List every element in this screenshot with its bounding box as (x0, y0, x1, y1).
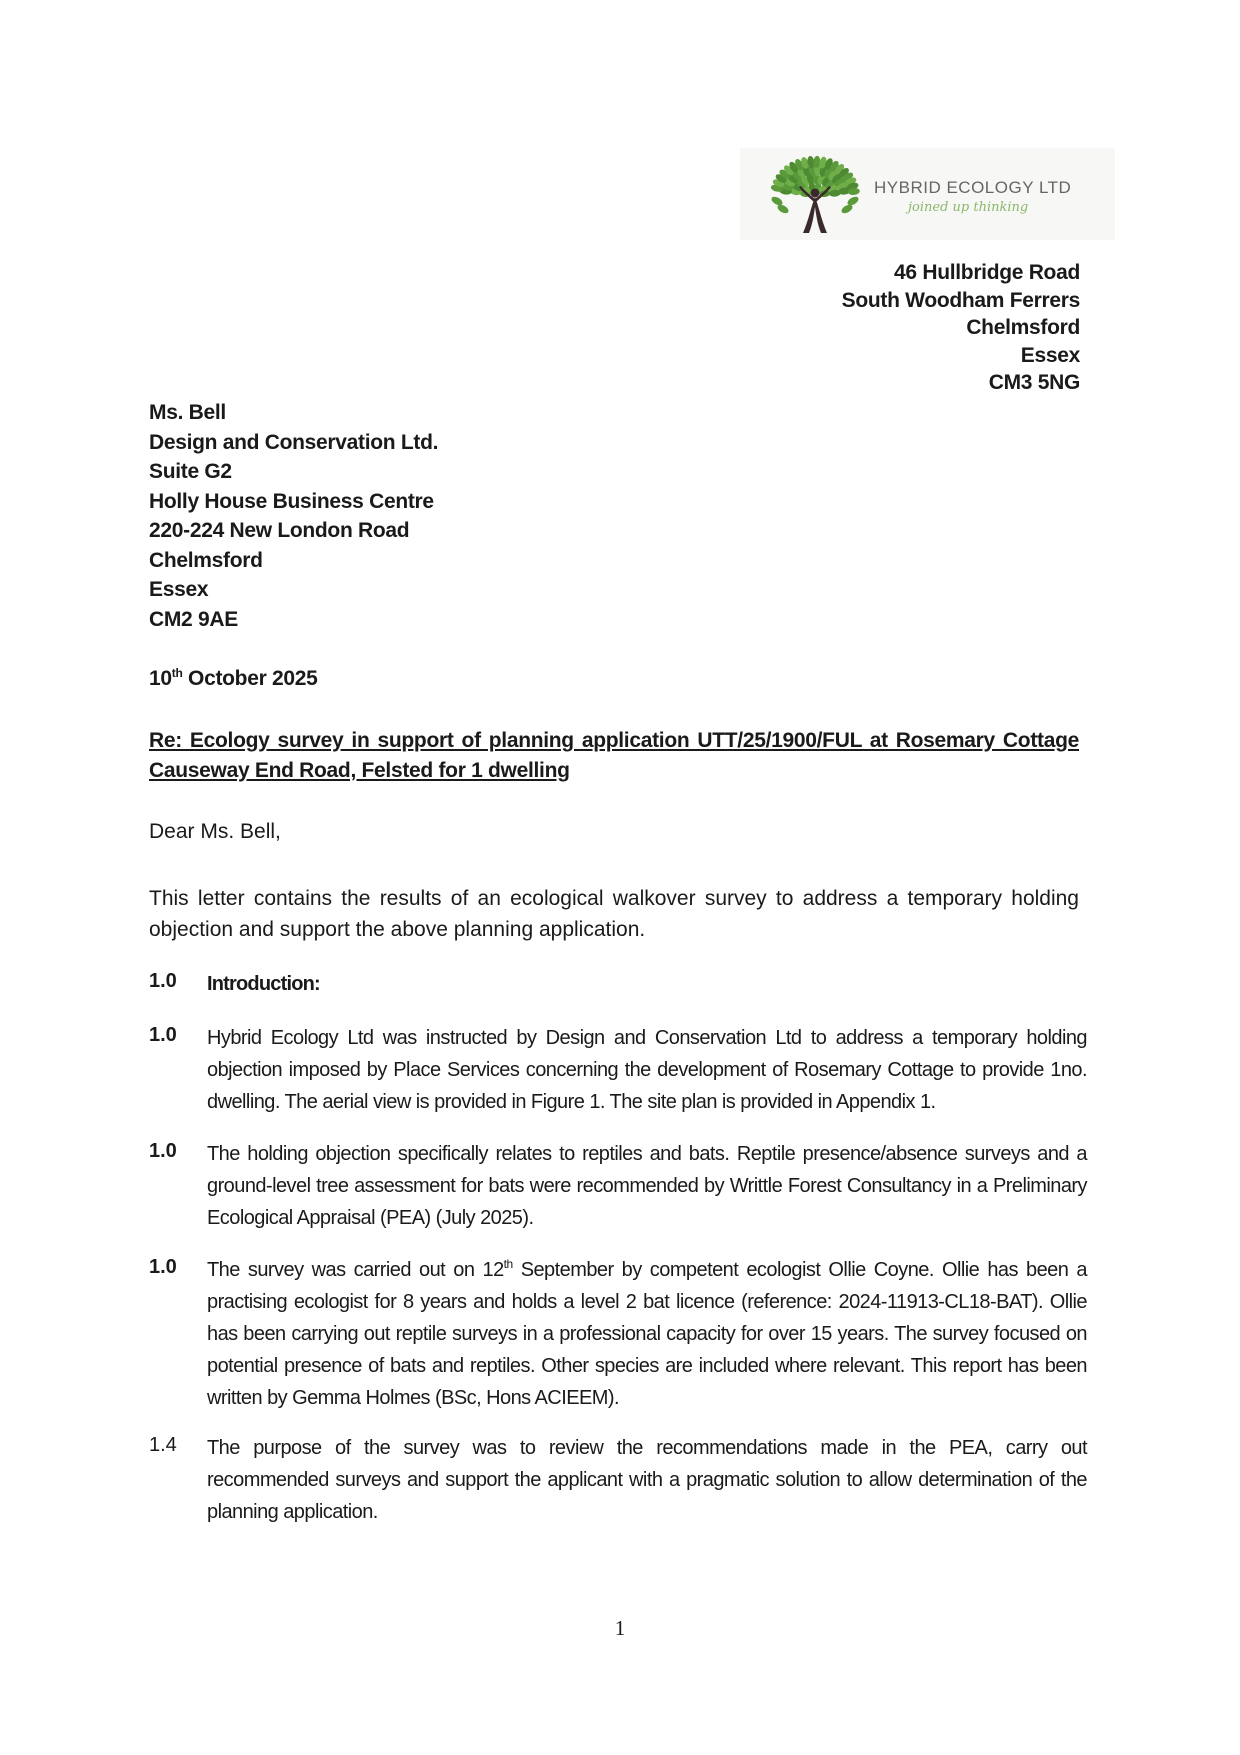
section-text (207, 1254, 1087, 1414)
sender-address (842, 259, 1080, 397)
section-number: 1.0 (149, 970, 177, 992)
date-suffix: th (171, 666, 183, 680)
section-number: 1.0 (149, 1024, 177, 1046)
page-number: 1 (614, 1616, 626, 1640)
section-text: Hybrid Ecology Ltd was instructed by Design and Conservation Ltd to address a temporary holding objection imposed by Place Services concerning the development of Rosemary Cottage to provide 1no. dwelling. The aerial view is provided in Figure 1. The site plan is provided in Appendix 1. (207, 1027, 1087, 1113)
recipient-address-line: Chelmsford (149, 548, 263, 572)
subject-line: Re: Ecology survey in support of planning application UTT/25/1900/FUL at Rosemary Cottage Causeway End Road, Felsted for 1 dwelling (149, 729, 1079, 782)
sender-address-line: Essex (1020, 343, 1080, 367)
intro-paragraph: This letter contains the results of an ecological walkover survey to address a temporary holding objection and support the above planning application. (149, 887, 1079, 941)
company-logo (740, 148, 1115, 240)
recipient-address-line: Suite G2 (149, 460, 232, 483)
logo-tagline: joined up thinking (908, 200, 1029, 215)
logo-brand-name: HYBRID ECOLOGY LTD (874, 178, 1072, 197)
section-number: 1.0 (149, 1256, 177, 1278)
section-number: 1.0 (149, 1140, 177, 1162)
letter-date (149, 667, 318, 691)
section-number: 1.4 (149, 1434, 177, 1456)
section-heading: Introduction: (207, 973, 320, 995)
date-day: 10 (149, 667, 172, 690)
recipient-address-line: Ms. Bell (149, 401, 226, 424)
tree-logo-icon (765, 153, 865, 237)
recipient-address-line: Essex (149, 578, 209, 601)
section-text-part: September by competent ecologist Ollie Coyne. Ollie has been a practising ecologist for 8 years and holds a level 2 bat licence (reference: 2024-11913-CL18-BAT). Ollie has been carrying out reptile surveys in a professional capacity for over 15 years. The survey focused on potential presence of bats and reptiles. Other species are included where relevant. This report has been written by Gemma Holmes (BSc, Hons ACIEEM). (207, 1259, 1087, 1409)
recipient-address-line: Design and Conservation Ltd. (149, 430, 439, 454)
sender-address-line: South Woodham Ferrers (841, 288, 1080, 312)
date-rest: October 2025 (182, 667, 318, 690)
recipient-address (149, 398, 438, 634)
recipient-address-line: Holly House Business Centre (149, 489, 434, 513)
section-text-part: The survey was carried out on 12 (207, 1259, 504, 1281)
section-text: The purpose of the survey was to review the recommendations made in the PEA, carry out recommended surveys and support the applicant with a pragmatic solution to allow determination of the planning application. (207, 1437, 1087, 1523)
sender-address-line: CM3 5NG (988, 371, 1080, 394)
sender-address-line: 46 Hullbridge Road (894, 261, 1080, 284)
section-text: The holding objection specifically relates to reptiles and bats. Reptile presence/absence surveys and a ground-level tree assessment for bats were recommended by Writtle Forest Consultancy in a Preliminary Ecological Appraisal (PEA) (July 2025). (207, 1143, 1087, 1229)
salutation: Dear Ms. Bell, (149, 820, 281, 843)
recipient-address-line: 220-224 New London Road (149, 519, 410, 542)
ordinal-suffix: th (503, 1257, 513, 1271)
sender-address-line: Chelmsford (966, 316, 1080, 339)
recipient-address-line: CM2 9AE (149, 607, 238, 631)
